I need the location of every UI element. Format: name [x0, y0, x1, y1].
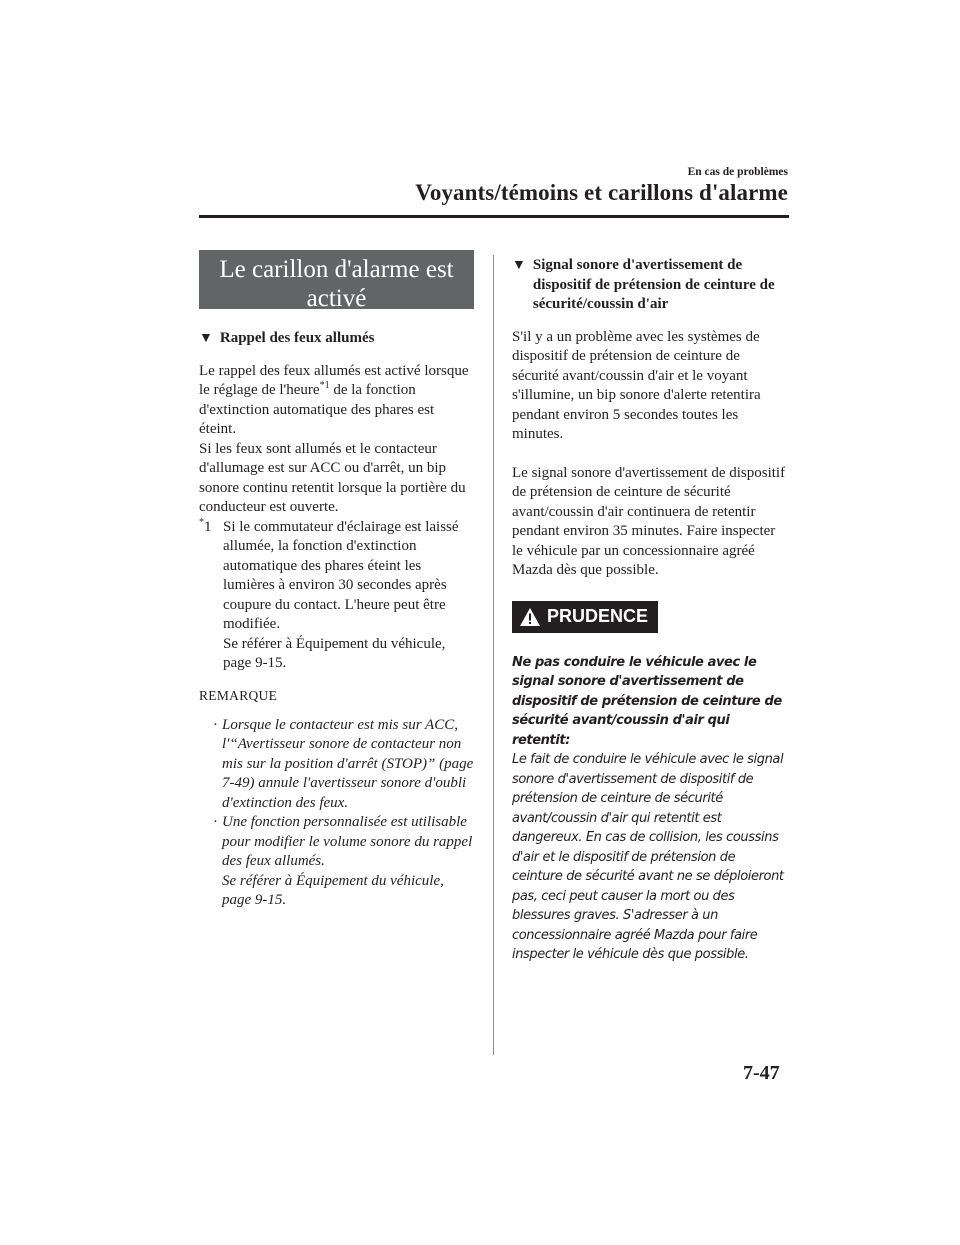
header-rule — [199, 215, 789, 218]
bullet-dot-icon: · — [213, 716, 218, 733]
page-title: Voyants/témoins et carillons d'alarme — [415, 180, 788, 205]
page-number: 7-47 — [743, 1062, 780, 1084]
column-divider — [493, 255, 494, 1055]
section-banner: Le carillon d'alarme est activé — [199, 250, 474, 309]
right-column — [512, 256, 789, 965]
warning-heading: Ne pas conduire le véhicule avec le signal sonore d'avertissement de dispositif de prétension de ceinture de sécurité avant/coussin d'air qui retentit: — [512, 654, 782, 748]
prudence-badge: PRUDENCE — [512, 601, 658, 633]
note-reference: Se référer à Équipement du véhicule, page 9-15. — [222, 872, 444, 908]
triangle-marker-icon: ▼ — [199, 331, 213, 346]
section-heading-pretensioner-beep: ▼ Signal sonore d'avertissement de dispositif de prétension de ceinture de sécurité/coussin d'air — [512, 257, 775, 312]
left-column — [199, 250, 474, 911]
paragraph-pretensioner-problem: S'il y a un problème avec les systèmes de dispositif de prétension de ceinture de sécurité avant/coussin d'air et le voyant s'illumine, un bip sonore d'alerte retentira pendant environ 5 secondes toutes les minutes. — [512, 328, 761, 442]
note-item: · Lorsque le contacteur est mis sur ACC, l'“Avertisseur sonore de contacteur non mis sur la position d'arrêt (STOP)” (page 7-49) annule l'avertisseur sonore d'oubli d'extinction des feux. — [213, 716, 474, 814]
footnote-text: Si le commutateur d'éclairage est laissé allumée, la fonction d'extinction automatique des phares éteint les lumières à environ 30 secondes après coupure du contact. L'heure peut être modifiée. — [223, 518, 459, 632]
remarque-notes — [199, 716, 474, 911]
section-heading-lights-reminder: ▼ Rappel des feux allumés — [199, 329, 474, 349]
chapter-label: En cas de problèmes — [687, 166, 788, 178]
paragraph-lights-sound: Si les feux sont allumés et le contacteur d'allumage est sur ACC ou d'arrêt, un bip sonore continu retentit lorsque la portière du conducteur est ouverte. — [199, 440, 466, 515]
paragraph-pretensioner-duration: Le signal sonore d'avertissement de dispositif de prétension de ceinture de sécurité avant/coussin d'air continuera de retentir pendant environ 35 minutes. Faire inspecter le véhicule par un concessionnaire agréé Mazda dès que possible. — [512, 464, 786, 578]
note-item: · Une fonction personnalisée est utilisable pour modifier le volume sonore du rappel des feux allumés. Se référer à Équipement du véhicule, page 9-15. — [213, 813, 474, 911]
remarque-label: REMARQUE — [199, 687, 278, 703]
footnote-reference: Se référer à Équipement du véhicule, page 9-15. — [223, 635, 446, 671]
warning-body: Le fait de conduire le véhicule avec le signal sonore d'avertissement de dispositif de prétension de ceinture de sécurité avant/coussin d'air qui retentit est dangereux. En cas de collision, les coussins d'air et le dispositif de prétension de ceinture de sécurité avant ne se déploieront pas, ceci peut causer la mort ou des blessures graves. S'adresser à un concessionnaire agréé Mazda pour faire inspecter le véhicule dès que possible. — [512, 752, 784, 962]
bullet-dot-icon: · — [213, 814, 218, 830]
warning-text — [512, 653, 789, 965]
paragraph-lights-reminder: Le rappel des feux allumés est activé lorsque le réglage de l'heure$^{*1}$ de la fonction d'extinction automatique des phares est éteint. — [199, 362, 469, 437]
warning-triangle-icon — [519, 607, 541, 627]
triangle-marker-icon: ▼ — [512, 258, 526, 273]
footnote: *1 Si le commutateur d'éclairage est laissé allumée, la fonction d'extinction automatique des phares éteint les lumières à environ 30 secondes après coupure du contact. L'heure peut être modifiée. Se référer à Équipement du véhicule, page 9-15. — [199, 518, 474, 674]
